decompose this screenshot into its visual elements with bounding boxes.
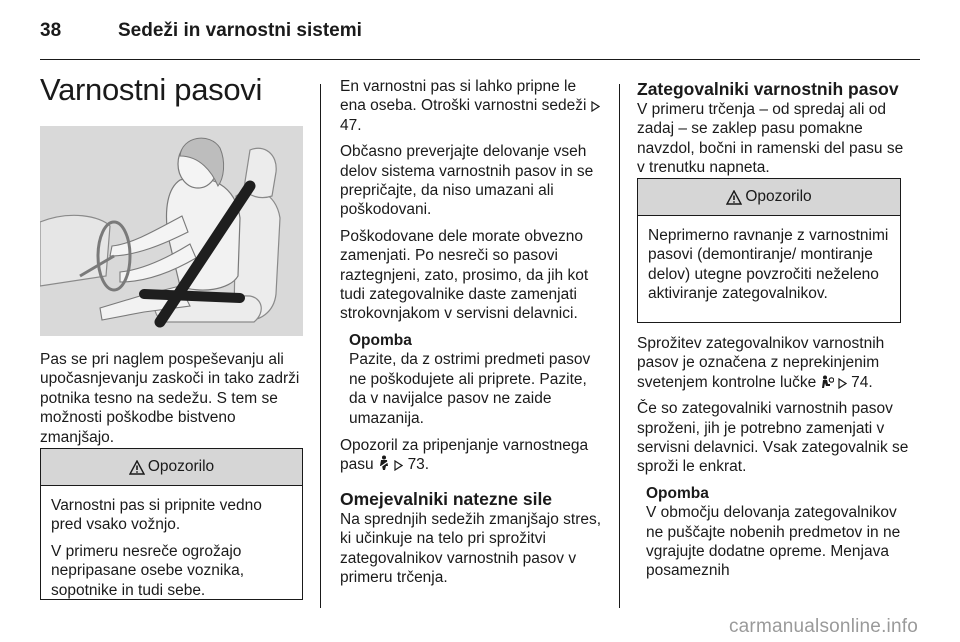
page-reference: 47. (340, 116, 362, 134)
column-divider (619, 84, 620, 608)
warning-text: Neprimerno ravnanje z varnostnimi pasovi (demontiranje/ montiranje delov) utegne povzročiti neželeno aktiviranje zategovalnikov. (648, 227, 889, 303)
seat-belt-reminder-icon (378, 455, 390, 471)
warning-title: Opozorilo (147, 458, 215, 475)
note-text: Pazite, da z ostrimi predmeti pasov ne poškodujete ali priprete. Pazite, da v navijalce pasov ne zaide umazanija. (349, 351, 591, 427)
page-number: 38 (40, 20, 62, 41)
subheading: Omejevalniki natezne sile (340, 488, 553, 509)
warning-body (41, 486, 302, 611)
warning-triangle-icon (129, 460, 145, 475)
section-title: Sedeži in varnostni sistemi (118, 20, 362, 41)
seat-belt-illustration (40, 126, 303, 336)
column-1 (40, 350, 308, 454)
warning-header (638, 179, 900, 216)
column-3 (637, 79, 909, 185)
paragraph-text: En varnostni pas si lahko pripne le ena oseba. Otroški varnostni sedeži (340, 78, 587, 115)
paragraph: Na sprednjih sedežih zmanjšajo stres, ki učinkuje na telo pri sprožitvi zategovalnikov varnostnih pasov v primeru trčenja. (340, 510, 602, 586)
watermark: carmanualsonline.info (728, 616, 918, 637)
warning-body (638, 216, 900, 315)
page-header (40, 14, 920, 44)
airbag-warning-icon (821, 375, 834, 389)
warning-box (40, 448, 303, 600)
warning-box (637, 178, 901, 323)
subheading: Zategovalniki varnostnih pasov (637, 79, 899, 99)
note-title: Opomba (349, 331, 412, 349)
warning-header (41, 449, 302, 486)
warning-title: Opozorilo (745, 188, 812, 205)
intro-paragraph: Pas se pri naglem pospeševanju ali upočasnjevanju zaskoči in tako zadrži potnika tesno na sedežu. S tem se možnosti poškodbe bistveno zmanjšajo. (40, 351, 300, 446)
header-rule (40, 59, 920, 60)
paragraph-text: Opozoril za pripenjanje varnostnega pasu (340, 436, 589, 474)
paragraph-text: Sprožitev zategovalnikov varnostnih pasov je označena z neprekinjenim svetenjem kontrolne lučke (637, 335, 885, 391)
page-reference: 73. (407, 456, 430, 474)
paragraph (340, 77, 606, 135)
column-3-lower (637, 334, 911, 589)
paragraph: V primeru trčenja – od spredaj ali od zadaj – se zaklep pasu pomakne navzdol, bočni in ramenski del pasu se v trenutku napneta. (637, 101, 904, 177)
note-text: V območju delovanja zategovalnikov ne puščajte nobenih predmetov in ne vgrajujte dodatne opreme. Menjava posameznih (646, 504, 901, 580)
page-reference: 74. (851, 373, 873, 391)
warning-text: Varnostni pas si pripnite vedno pred vsako vožnjo. (51, 497, 262, 534)
column-divider (320, 84, 321, 608)
paragraph: Če so zategovalniki varnostnih pasov sproženi, jih je potrebno zamenjati v servisni delavnici. Vsak zategovalnik se sproži le enkrat. (637, 400, 909, 476)
note (340, 331, 606, 428)
page-reference-icon (394, 460, 403, 471)
note-title: Opomba (646, 484, 709, 502)
paragraph: Poškodovane dele morate obvezno zamenjati. Po nesreči so pasovi raztegnjeni, zato, prosimo, da jih kot tudi zategovalnike daste zamenjati strokovnjakom v servisni delavnici. (340, 227, 589, 323)
warning-text: V primeru nesreče ogrožajo nepripasane osebe voznika, sopotnike in tudi sebe. (51, 542, 245, 599)
note (637, 484, 911, 581)
page-reference-icon (591, 101, 600, 112)
page-heading: Varnostni pasovi (40, 72, 263, 107)
paragraph (637, 334, 911, 392)
page-reference-icon (838, 378, 847, 389)
paragraph (340, 436, 606, 475)
warning-triangle-icon (726, 190, 742, 205)
column-2 (340, 77, 606, 594)
paragraph: Občasno preverjajte delovanje vseh delov sistema varnostnih pasov in se prepričajte, da niso umazani ali poškodovani. (340, 143, 594, 219)
